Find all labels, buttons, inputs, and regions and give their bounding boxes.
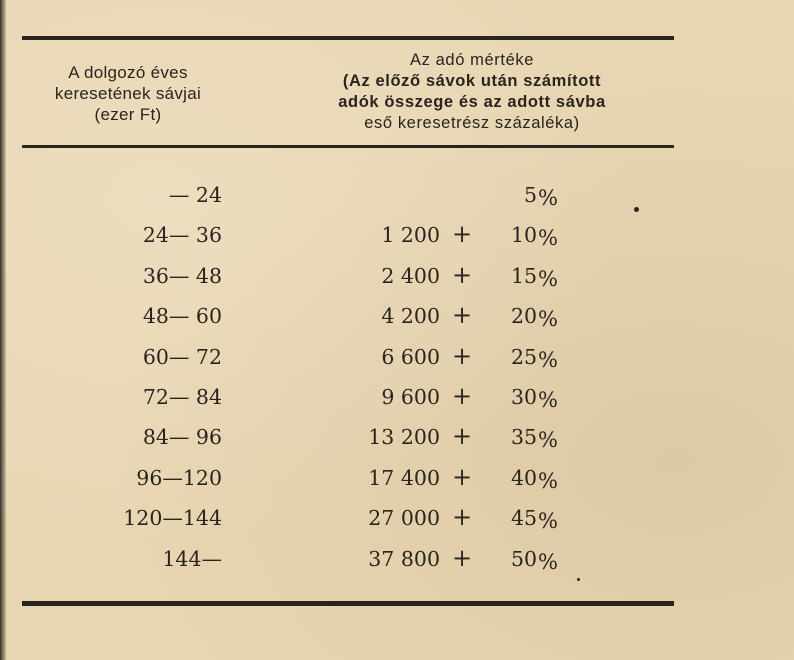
income-band-header <box>28 62 228 125</box>
base-tax: 2 400 <box>381 263 440 288</box>
table-row <box>0 381 794 426</box>
header-line: adók összege és az adott sávba <box>338 93 606 111</box>
plus-sign: + <box>452 503 473 532</box>
tax-rate <box>510 263 558 291</box>
rate-value: 5 <box>523 183 538 207</box>
base-tax: 13 200 <box>368 425 440 450</box>
top-rule <box>22 36 674 40</box>
income-band: 96—120 <box>136 465 222 490</box>
plus-sign: + <box>452 543 473 572</box>
tax-table-body <box>0 184 794 588</box>
rate-value: 40 <box>510 465 538 490</box>
header-rule <box>22 145 674 148</box>
plus-sign: + <box>452 422 473 451</box>
income-band: 84— 96 <box>142 425 222 450</box>
tax-rate <box>510 384 558 412</box>
print-speck <box>577 578 580 581</box>
base-tax: 1 200 <box>381 223 440 248</box>
table-row <box>0 543 794 588</box>
header-line: (ezer Ft) <box>94 105 162 124</box>
income-band: 120—144 <box>123 506 222 531</box>
plus-sign: + <box>452 301 473 330</box>
percent-sign: % <box>538 186 558 210</box>
tax-rate <box>510 546 558 574</box>
rate-value: 20 <box>510 304 538 329</box>
table-row <box>0 184 794 224</box>
percent-sign: % <box>538 347 558 372</box>
income-band: 72— 84 <box>142 384 222 409</box>
plus-sign: + <box>452 462 473 491</box>
header-line: keresetének sávjai <box>54 84 202 103</box>
table-row <box>0 341 794 386</box>
percent-sign: % <box>538 549 558 574</box>
plus-sign: + <box>452 341 473 370</box>
base-tax: 37 800 <box>368 546 440 571</box>
income-band: 60— 72 <box>142 344 222 369</box>
percent-sign: % <box>538 509 558 534</box>
base-tax: 4 200 <box>381 304 440 329</box>
income-band: 144— <box>162 546 222 571</box>
percent-sign: % <box>538 468 558 493</box>
rate-value: 50 <box>510 546 538 571</box>
plus-sign: + <box>452 220 473 249</box>
tax-rate <box>510 344 558 372</box>
tax-rate <box>510 223 558 251</box>
base-tax: 27 000 <box>368 506 440 531</box>
tax-rate <box>510 506 558 534</box>
tax-rate <box>523 183 558 210</box>
table-row <box>0 301 794 345</box>
rate-value: 30 <box>510 384 538 409</box>
header-line: A dolgozó éves <box>68 63 188 82</box>
tax-rate <box>510 425 558 453</box>
table-row <box>0 462 794 507</box>
table-row <box>0 220 794 264</box>
header-line: Az adó mértéke <box>410 51 534 69</box>
rate-value: 10 <box>510 223 538 248</box>
percent-sign: % <box>538 307 558 332</box>
rate-value: 35 <box>510 425 538 450</box>
tax-rate <box>510 304 558 332</box>
rate-value: 15 <box>510 263 538 288</box>
table-row <box>0 260 794 305</box>
tax-rate <box>510 465 558 493</box>
tax-rate-header <box>272 50 672 134</box>
base-tax: 9 600 <box>381 384 440 409</box>
header-line: eső keresetrész százaléka) <box>364 114 580 132</box>
percent-sign: % <box>538 428 558 453</box>
income-band: 36— 48 <box>142 263 222 288</box>
print-speck <box>634 207 639 212</box>
plus-sign: + <box>452 260 473 289</box>
table-row <box>0 503 794 547</box>
base-tax: 6 600 <box>381 344 440 369</box>
income-band: 48— 60 <box>142 304 222 329</box>
percent-sign: % <box>538 387 558 412</box>
plus-sign: + <box>452 381 473 410</box>
base-tax: 17 400 <box>368 465 440 490</box>
header-line: (Az előző sávok után számított <box>342 72 602 90</box>
rate-value: 45 <box>510 506 538 531</box>
table-row <box>0 422 794 466</box>
income-band: — 24 <box>168 183 222 207</box>
bottom-rule <box>22 601 674 606</box>
rate-value: 25 <box>510 344 538 369</box>
percent-sign: % <box>538 266 558 291</box>
income-band: 24— 36 <box>142 223 222 248</box>
percent-sign: % <box>538 226 558 251</box>
